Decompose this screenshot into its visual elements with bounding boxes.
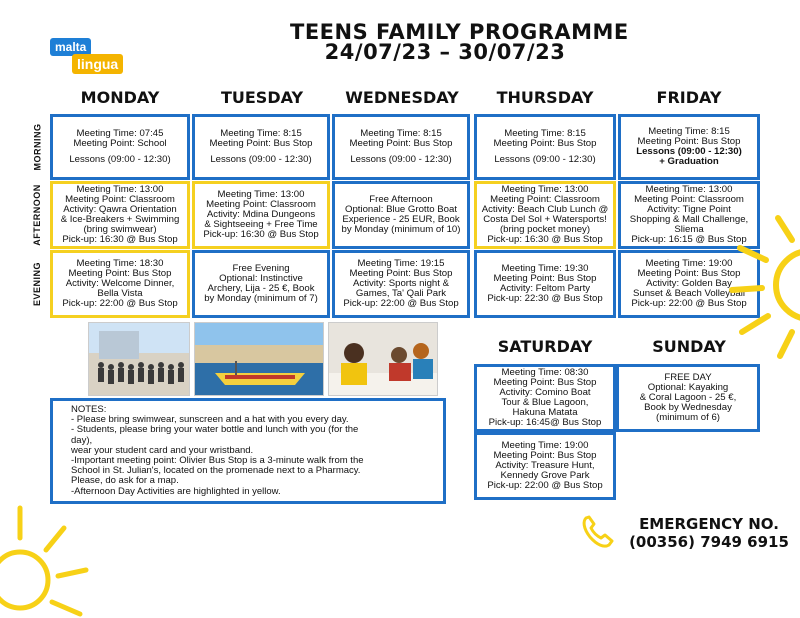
harbour-boat-photo xyxy=(194,322,324,396)
day-header-sunday: SUNDAY xyxy=(652,337,726,356)
group-photo xyxy=(88,322,190,396)
page-title xyxy=(290,20,629,64)
afternoon-monday-cell: Meeting Time: 13:00 Meeting Point: Classroom Activity: Qawra Orientation & Ice-Breakers + Swimming (bring swimwear) Pick-up: 16:30 @ Bus Stop xyxy=(50,181,190,249)
row-label-morning: MORNING xyxy=(32,123,42,171)
morning-wednesday-cell: Meeting Time: 8:15 Meeting Point: Bus Stop Lessons (09:00 - 12:30) xyxy=(332,114,470,180)
students-working-photo xyxy=(328,322,438,396)
day-header-friday: FRIDAY xyxy=(656,88,722,107)
day-header-thursday: THURSDAY xyxy=(496,88,594,107)
notes-line: day), xyxy=(71,434,93,446)
afternoon-thursday-cell: Meeting Time: 13:00 Meeting Point: Classroom Activity: Beach Club Lunch @ Costa Del Sol + Watersports! (bring pocket money) Pick-up: 16:30 @ Bus Stop xyxy=(474,181,616,249)
sun-decoration-right xyxy=(700,210,800,360)
row-label-afternoon: AFTERNOON xyxy=(32,184,42,246)
afternoon-wednesday-cell: Free Afternoon Optional: Blue Grotto Boat Experience - 25 EUR, Book by Monday (minimum of 10) xyxy=(332,181,470,249)
logo-word-malta: malta xyxy=(50,38,91,56)
notes-line: School in St. Julian's, located on the promenade next to a Pharmacy. xyxy=(71,465,361,477)
morning-friday-cell: Meeting Time: 8:15 Meeting Point: Bus Stop Lessons (09:00 - 12:30) + Graduation xyxy=(618,114,760,180)
afternoon-tuesday-cell: Meeting Time: 13:00 Meeting Point: Classroom Activity: Mdina Dungeons & Sightseeing + Free Time Pick-up: 16:30 @ Bus Stop xyxy=(192,181,330,249)
notes-line: - Students, please bring your water bottle and lunch with you (for the xyxy=(71,424,359,436)
notes-line: -Afternoon Day Activities are highlighted in yellow. xyxy=(71,485,281,497)
day-header-saturday: SATURDAY xyxy=(497,337,593,356)
title-line-2: 24/07/23 – 30/07/23 xyxy=(324,40,566,64)
evening-wednesday-cell: Meeting Time: 19:15 Meeting Point: Bus Stop Activity: Sports night & Games, Ta' Qali Park Pick-up: 22:00 @ Bus Stop xyxy=(332,250,470,318)
emergency-number: (00356) 7949 6915 xyxy=(629,533,789,551)
malta-lingua-logo xyxy=(50,38,130,82)
morning-tuesday-cell: Meeting Time: 8:15 Meeting Point: Bus Stop Lessons (09:00 - 12:30) xyxy=(192,114,330,180)
evening-tuesday-cell: Free Evening Optional: Instinctive Archery, Lija - 25 €, Book by Monday (minimum of 7) xyxy=(192,250,330,318)
afternoon-friday-cell: Meeting Time: 13:00 Meeting Point: Classroom Activity: Tigne Point Shopping & Mall Challenge, Sliema Pick-up: 16:15 @ Bus Stop xyxy=(618,181,760,249)
notes-line: Please, do ask for a map. xyxy=(71,475,179,487)
row-label-evening: EVENING xyxy=(32,261,43,307)
title-line-1: TEENS FAMILY PROGRAMME xyxy=(290,20,629,44)
morning-thursday-cell: Meeting Time: 8:15 Meeting Point: Bus Stop Lessons (09:00 - 12:30) xyxy=(474,114,616,180)
day-header-monday: MONDAY xyxy=(80,88,160,107)
sun-decoration-bottom-left xyxy=(0,500,90,618)
notes-line: -Important meeting point: Olivier Bus Stop is a 3-minute walk from the xyxy=(71,455,364,467)
evening-thursday-cell: Meeting Time: 19:30 Meeting Point: Bus Stop Activity: Feltom Party Pick-up: 22:30 @ Bus Stop xyxy=(474,250,616,318)
notes-line: NOTES: xyxy=(71,404,107,415)
notes-line: - Please bring swimwear, sunscreen and a hat with you every day. xyxy=(71,414,349,426)
saturday-evening-cell: Meeting Time: 19:00 Meeting Point: Bus Stop Activity: Treasure Hunt, Kennedy Grove Park Pick-up: 22:00 @ Bus Stop xyxy=(474,432,616,500)
evening-friday-cell: Meeting Time: 19:00 Meeting Point: Bus Stop Activity: Golden Bay Sunset & Beach Volleyball Pick-up: 22:00 @ Bus Stop xyxy=(618,250,760,318)
notes-line: wear your student card and your wristband. xyxy=(71,444,254,456)
notes-box xyxy=(50,398,446,504)
day-header-wednesday: WEDNESDAY xyxy=(345,88,459,107)
saturday-day-cell: Meeting Time: 08:30 Meeting Point: Bus Stop Activity: Comino Boat Tour & Blue Lagoon, Hakuna Matata Pick-up: 16:45@ Bus Stop xyxy=(474,364,616,432)
evening-monday-cell: Meeting Time: 18:30 Meeting Point: Bus Stop Activity: Welcome Dinner, Bella Vista Pick-up: 22:00 @ Bus Stop xyxy=(50,250,190,318)
morning-monday-cell: Meeting Time: 07:45 Meeting Point: School Lessons (09:00 - 12:30) xyxy=(50,114,190,180)
emergency-label: EMERGENCY NO. xyxy=(639,515,779,533)
day-header-tuesday: TUESDAY xyxy=(220,88,304,107)
logo-word-lingua: lingua xyxy=(72,54,123,74)
phone-icon xyxy=(578,512,618,552)
emergency-contact xyxy=(628,515,790,551)
sunday-day-cell: FREE DAY Optional: Kayaking & Coral Lagoon - 25 €, Book by Wednesday (minimum of 6) xyxy=(616,364,760,432)
